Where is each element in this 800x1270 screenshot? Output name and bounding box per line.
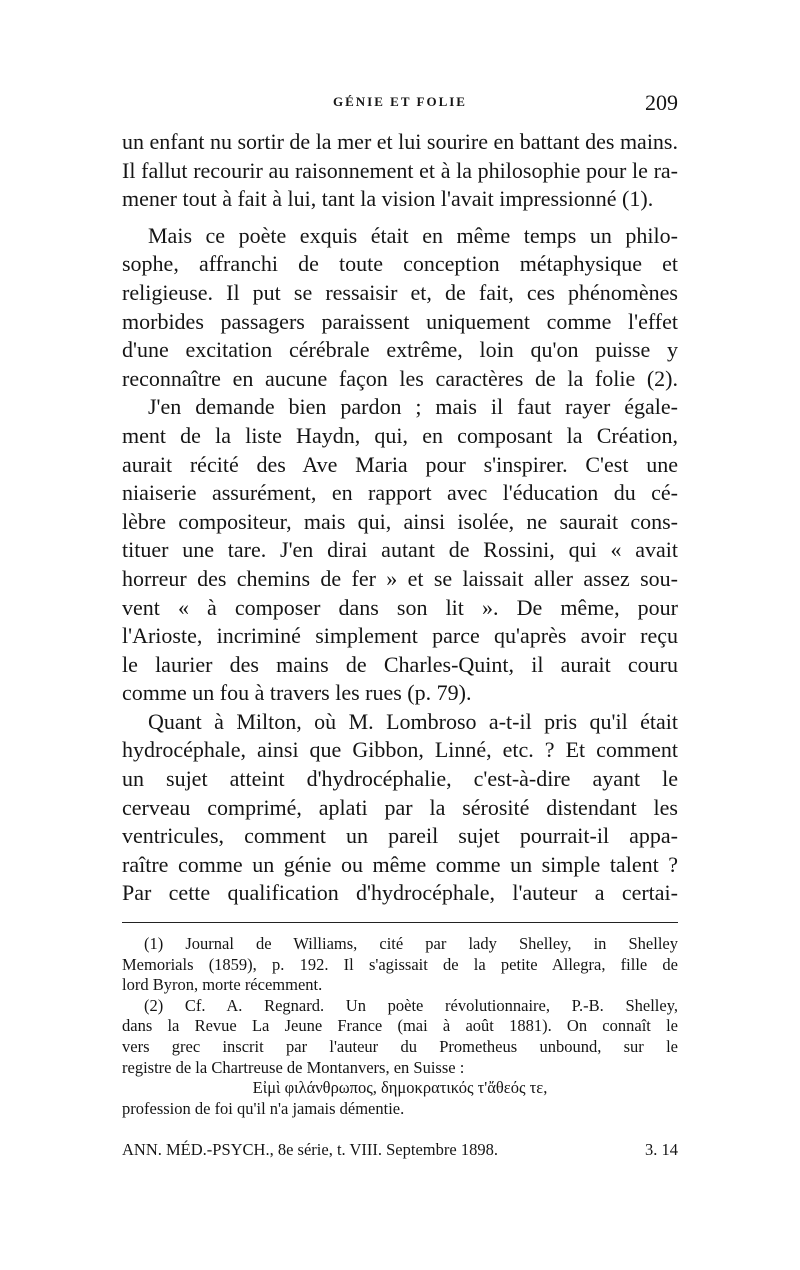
text-line: le laurier des mains de Charles-Quint, il aurait couru bbox=[122, 651, 678, 677]
text-line: lèbre compositeur, mais qui, ainsi isolée, ne saurait cons- bbox=[122, 508, 678, 534]
footnote-line: vers grec inscrit par l'auteur du Prometheus unbound, sur le bbox=[122, 1036, 678, 1056]
text-line: sophe, affranchi de toute conception métaphysique et bbox=[122, 251, 678, 277]
running-title: GÉNIE ET FOLIE bbox=[333, 94, 467, 109]
footnote-line: registre de la Chartreuse de Montanvers, en Suisse : bbox=[122, 1057, 465, 1077]
text-line: horreur des chemins de fer » et se laissait aller assez sou- bbox=[122, 565, 678, 591]
text-line: un enfant nu sortir de la mer et lui sourire en battant des mains. bbox=[122, 129, 678, 154]
text-line: ventricules, comment un pareil sujet pourrait-il appa- bbox=[122, 823, 678, 849]
footnote-line: Memorials (1859), p. 192. Il s'agissait de la petite Allegra, fille de bbox=[122, 954, 678, 974]
text-line: un sujet atteint d'hydrocéphalie, c'est-à-dire ayant le bbox=[122, 766, 678, 792]
footnote-divider bbox=[122, 922, 678, 923]
text-line: morbides passagers paraissent uniquement comme l'effet bbox=[122, 308, 678, 334]
text-line: aurait récité des Ave Maria pour s'inspirer. C'est une bbox=[122, 451, 678, 477]
sheet-signature: 3. 14 bbox=[645, 1140, 678, 1159]
text-line: Mais ce poète exquis était en même temps un philo- bbox=[148, 222, 678, 248]
main-text bbox=[122, 128, 678, 908]
text-line: Quant à Milton, où M. Lombroso a-t-il pris qu'il était bbox=[148, 708, 678, 734]
signature-line bbox=[122, 1140, 678, 1160]
footnote-line: (1) Journal de Williams, cité par lady Shelley, in Shelley bbox=[144, 934, 678, 953]
text-line: hydrocéphale, ainsi que Gibbon, Linné, etc. ? Et comment bbox=[122, 737, 678, 763]
footnotes bbox=[122, 934, 678, 1119]
text-line: tituer une tare. J'en dirai autant de Rossini, qui « avait bbox=[122, 537, 678, 563]
text-line: Il fallut recourir au raisonnement et à la philosophie pour le ra- bbox=[122, 157, 678, 183]
text-line: Par cette qualification d'hydrocéphale, l'auteur a certai- bbox=[122, 880, 678, 906]
text-line: reconnaître en aucune façon les caractères de la folie (2). bbox=[122, 365, 678, 391]
footnote-line: profession de foi qu'il n'a jamais démentie. bbox=[122, 1098, 405, 1118]
text-line: vent « à composer dans son lit ». De même, pour bbox=[122, 594, 678, 620]
text-line: cerveau comprimé, aplati par la sérosité distendant les bbox=[122, 794, 678, 820]
page-header bbox=[122, 90, 678, 118]
footnote-line: (2) Cf. A. Regnard. Un poète révolutionnaire, P.-B. Shelley, bbox=[144, 995, 678, 1015]
text-line: l'Arioste, incriminé simplement parce qu'après avoir reçu bbox=[122, 623, 678, 649]
text-line: raître comme un génie ou même comme un simple talent ? bbox=[122, 851, 678, 877]
text-line: niaiserie assurément, en rapport avec l'éducation du cé- bbox=[122, 480, 678, 506]
text-line: mener tout à fait à lui, tant la vision l'avait impressionné (1). bbox=[122, 186, 654, 212]
text-line: religieuse. Il put se ressaisir et, de fait, ces phénomènes bbox=[122, 279, 678, 305]
text-line: ment de la liste Haydn, qui, en composant la Création, bbox=[122, 422, 678, 448]
journal-signature: ANN. MÉD.-PSYCH., 8e série, t. VIII. Septembre 1898. bbox=[122, 1140, 498, 1159]
text-line: comme un fou à travers les rues (p. 79). bbox=[122, 680, 472, 706]
footnote-line: dans la Revue La Jeune France (mai à août 1881). On connaît le bbox=[122, 1016, 678, 1036]
footnote-line: lord Byron, morte récemment. bbox=[122, 975, 323, 995]
page-number: 209 bbox=[645, 90, 678, 115]
greek-verse: Εἰμὶ φιλάνθρωπος, δημοκρατικός τ'ἄθεός τε, bbox=[252, 1078, 548, 1098]
text-line: J'en demande bien pardon ; mais il faut rayer égale- bbox=[148, 394, 678, 420]
text-line: d'une excitation cérébrale extrême, loin qu'on puisse y bbox=[122, 337, 678, 363]
